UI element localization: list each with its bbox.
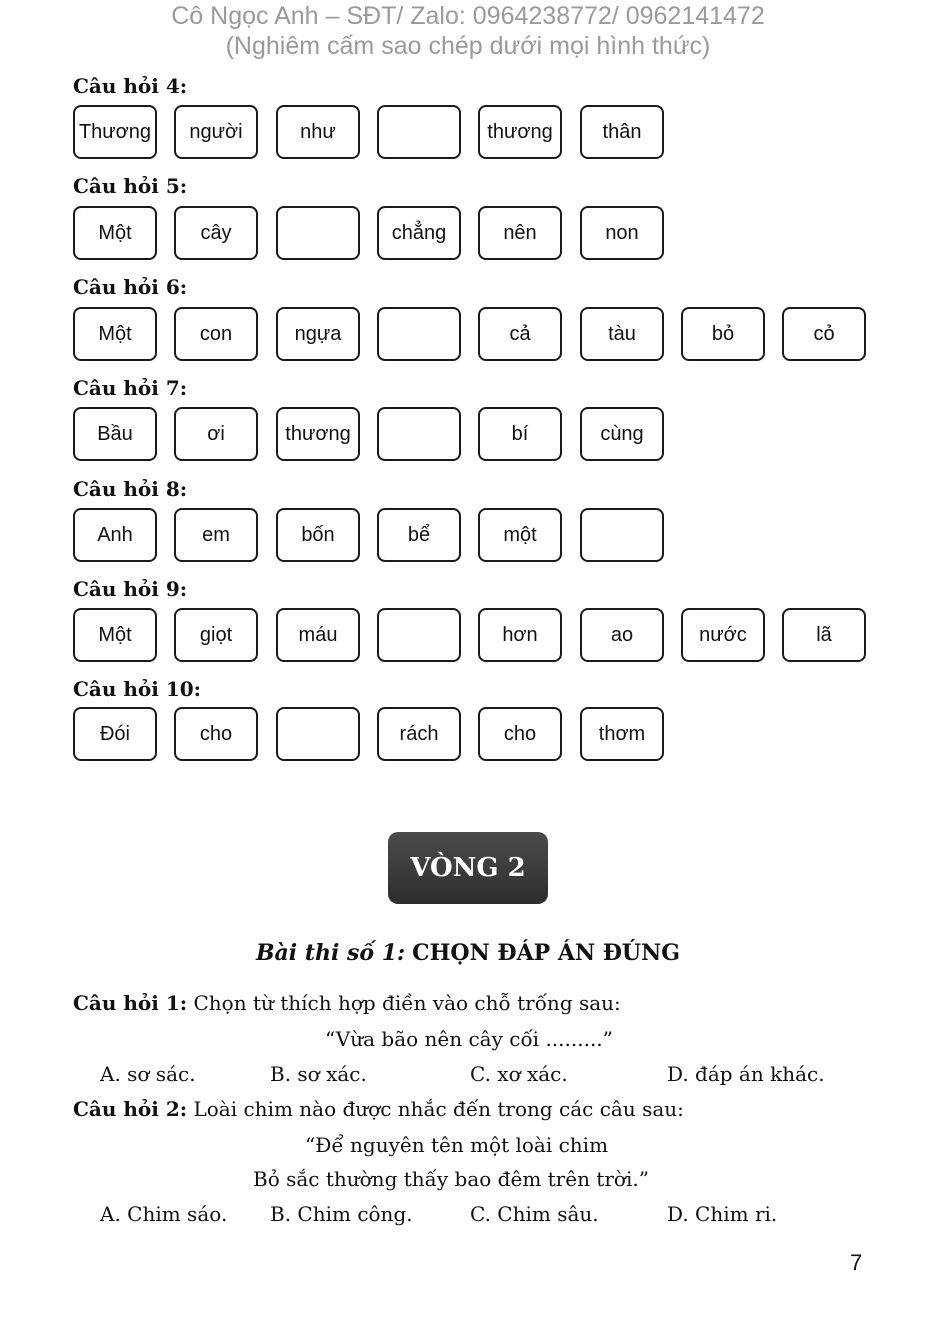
q1-quote: “Vừa bão nên cây cối .........”	[325, 1027, 613, 1051]
word-box: ngựa	[276, 307, 360, 361]
word-box: hơn	[478, 608, 562, 662]
question-label: Câu hỏi 4:	[73, 74, 188, 98]
q1-option-d[interactable]: D. đáp án khác.	[667, 1062, 825, 1086]
word-box: Một	[73, 206, 157, 260]
section-title	[0, 940, 936, 966]
round-badge: VÒNG 2	[388, 832, 548, 904]
word-box: non	[580, 206, 664, 260]
section-title-text: CHỌN ĐÁP ÁN ĐÚNG	[412, 940, 681, 966]
word-box: thương	[276, 407, 360, 461]
word-box: cùng	[580, 407, 664, 461]
word-box: thân	[580, 105, 664, 159]
question-label: Câu hỏi 9:	[73, 577, 188, 601]
q1-label: Câu hỏi 1:	[73, 991, 188, 1015]
q1-text: Chọn từ thích hợp điền vào chỗ trống sau:	[193, 991, 621, 1015]
word-box: cho	[174, 707, 258, 761]
word-box: máu	[276, 608, 360, 662]
word-box: bỏ	[681, 307, 765, 361]
word-box: cho	[478, 707, 562, 761]
word-box: Bầu	[73, 407, 157, 461]
q1-option-b[interactable]: B. sơ xác.	[270, 1062, 367, 1086]
word-box: ơi	[174, 407, 258, 461]
word-box: nước	[681, 608, 765, 662]
page-number: 7	[850, 1250, 863, 1275]
word-box: bí	[478, 407, 562, 461]
watermark-line-2: (Nghiêm cấm sao chép dưới mọi hình thức)	[225, 32, 711, 60]
question-label: Câu hỏi 6:	[73, 275, 188, 299]
word-box: nên	[478, 206, 562, 260]
word-box: người	[174, 105, 258, 159]
question-label: Câu hỏi 5:	[73, 174, 188, 198]
question-label: Câu hỏi 7:	[73, 376, 188, 400]
word-box: cả	[478, 307, 562, 361]
q2-option-a[interactable]: A. Chim sáo.	[100, 1202, 228, 1226]
question-label: Câu hỏi 10:	[73, 677, 202, 701]
word-box: lã	[782, 608, 866, 662]
blank-word-box[interactable]	[377, 608, 461, 662]
word-box: bể	[377, 508, 461, 562]
word-box: rách	[377, 707, 461, 761]
word-box: cây	[174, 206, 258, 260]
word-box: tàu	[580, 307, 664, 361]
word-box: như	[276, 105, 360, 159]
blank-word-box[interactable]	[580, 508, 664, 562]
word-box: Một	[73, 307, 157, 361]
question-label: Câu hỏi 8:	[73, 477, 188, 501]
word-box: Đói	[73, 707, 157, 761]
word-box: con	[174, 307, 258, 361]
blank-word-box[interactable]	[276, 206, 360, 260]
q2-prompt	[73, 1097, 684, 1121]
word-box: giọt	[174, 608, 258, 662]
q1-option-a[interactable]: A. sơ sác.	[100, 1062, 196, 1086]
word-box: Anh	[73, 508, 157, 562]
q2-text: Loài chim nào được nhắc đến trong các câu sau:	[193, 1097, 684, 1121]
blank-word-box[interactable]	[377, 307, 461, 361]
q2-label: Câu hỏi 2:	[73, 1097, 188, 1121]
word-box: ao	[580, 608, 664, 662]
word-box: một	[478, 508, 562, 562]
q2-quote-line-1: “Để nguyên tên một loài chim	[305, 1133, 609, 1157]
word-box: Một	[73, 608, 157, 662]
watermark-line-1: Cô Ngọc Anh – SĐT/ Zalo: 0964238772/ 0962141472	[171, 2, 765, 30]
q1-prompt	[73, 991, 621, 1015]
q2-option-d[interactable]: D. Chim ri.	[667, 1202, 778, 1226]
q2-quote-line-2: Bỏ sắc thường thấy bao đêm trên trời.”	[253, 1167, 649, 1191]
q2-option-c[interactable]: C. Chim sâu.	[470, 1202, 599, 1226]
word-box: em	[174, 508, 258, 562]
q1-option-c[interactable]: C. xơ xác.	[470, 1062, 568, 1086]
q2-option-b[interactable]: B. Chim công.	[270, 1202, 413, 1226]
blank-word-box[interactable]	[377, 407, 461, 461]
word-box: thơm	[580, 707, 664, 761]
word-box: Thương	[73, 105, 157, 159]
word-box: thương	[478, 105, 562, 159]
blank-word-box[interactable]	[276, 707, 360, 761]
word-box: cỏ	[782, 307, 866, 361]
section-title-number: Bài thi số 1:	[255, 940, 406, 966]
word-box: bốn	[276, 508, 360, 562]
blank-word-box[interactable]	[377, 105, 461, 159]
word-box: chẳng	[377, 206, 461, 260]
